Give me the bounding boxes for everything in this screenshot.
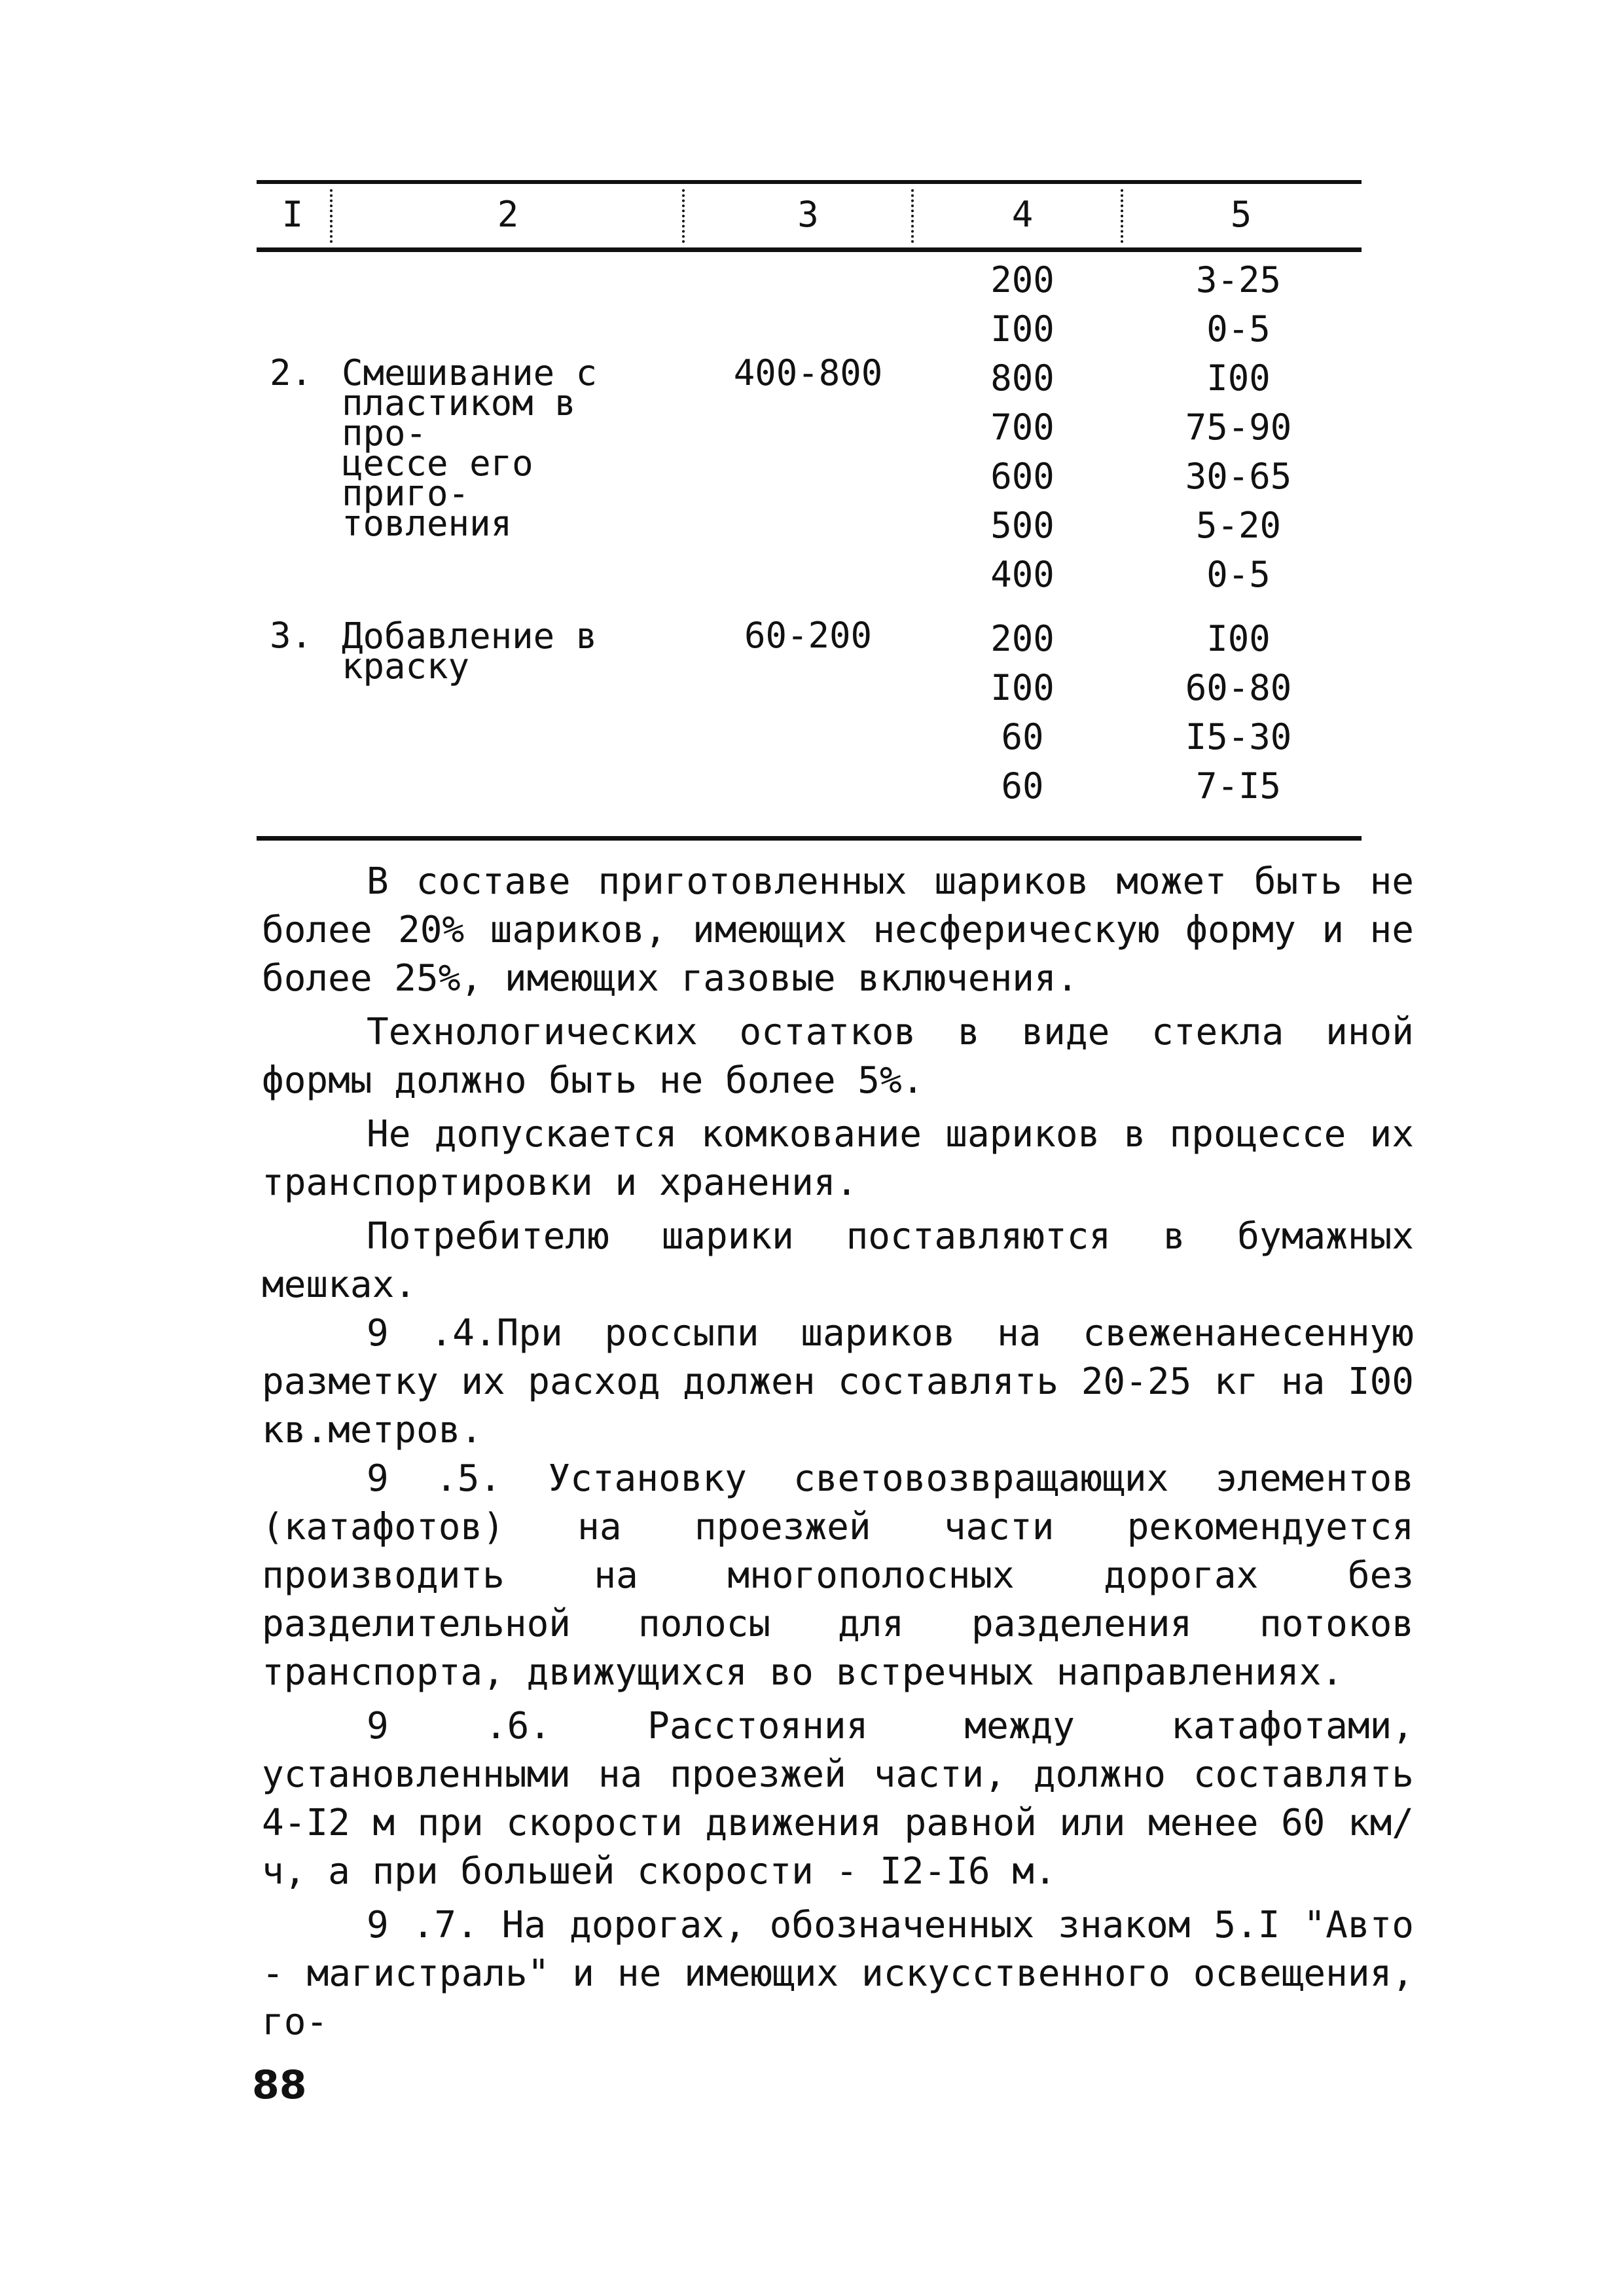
row-name-line: Смешивание с — [342, 352, 598, 393]
table-cell: 800 — [990, 357, 1055, 399]
paragraph: 9 .6. Расстояния между катафотами, установленными на проезжей части, должно составлять 4-I2 м при скорости движения равной или менее 60 км/ч, а при большей скорости - I2-I6 м. — [262, 1705, 1414, 1893]
column-separator — [330, 189, 333, 243]
paragraph: В составе приготовленных шариков может быть не более 20% шариков, имеющих несферическую форму и не более 25%, имеющих газовые включения. — [262, 860, 1414, 1000]
header-col-5: 5 — [1230, 194, 1252, 235]
table-cell: 500 — [990, 505, 1055, 546]
table-cell: I5-30 — [1185, 716, 1292, 757]
row-range: 400-800 — [733, 352, 883, 393]
table-cell: 200 — [990, 259, 1055, 301]
table-column-4 — [918, 354, 1127, 599]
row-range: 60-200 — [744, 615, 873, 656]
table-column-5 — [1134, 614, 1343, 811]
page-number: 88 — [252, 2062, 307, 2108]
row-name — [342, 352, 682, 544]
table-bottom-rule — [257, 836, 1362, 841]
table-column-5 — [1134, 354, 1343, 599]
table-column-5 — [1134, 255, 1343, 354]
row-name-line: пластиком в про- — [342, 382, 576, 454]
table-cell: 75-90 — [1185, 407, 1292, 448]
table-cell: 60 — [1001, 765, 1044, 807]
table-cell: 0-5 — [1206, 554, 1271, 595]
table-cell: 60 — [1001, 716, 1044, 757]
row-name-line: товления — [342, 503, 513, 544]
paragraph: Потребителю шарики поставляются в бумажных мешках. — [262, 1215, 1414, 1306]
row-number: 2. — [270, 352, 313, 393]
table-cell: 5-20 — [1195, 505, 1282, 546]
table-cell: 60-80 — [1185, 667, 1292, 708]
table-top-rule — [257, 180, 1362, 184]
row-name-line: Добавление в — [342, 615, 598, 657]
table-cell: 7-I5 — [1195, 765, 1282, 807]
table-cell: 600 — [990, 456, 1055, 497]
row-name-line: цессе его приго- — [342, 443, 533, 514]
header-col-3: 3 — [797, 194, 819, 235]
row-name-line: краску — [342, 646, 470, 687]
table-column-4 — [918, 255, 1127, 354]
table-column-4 — [918, 614, 1127, 811]
table-cell: I00 — [1206, 357, 1271, 399]
paragraph: Не допускается комкование шариков в процессе их транспортировки и хранения. — [262, 1113, 1414, 1204]
header-col-1: I — [281, 194, 304, 235]
header-col-4: 4 — [1011, 194, 1034, 235]
table-cell: 0-5 — [1206, 308, 1271, 350]
table-cell: 3-25 — [1195, 259, 1282, 301]
table-cell: 30-65 — [1185, 456, 1292, 497]
body-text — [262, 858, 1414, 2047]
table-cell: I00 — [1206, 618, 1271, 659]
table-cell: 400 — [990, 554, 1055, 595]
table-cell: I00 — [990, 308, 1055, 350]
paragraph: 9 .4.При россыпи шариков на свеженанесенную разметку их расход должен составлять 20-25 кг на I00 кв.метров. — [262, 1312, 1414, 1451]
table-cell: 700 — [990, 407, 1055, 448]
column-separator — [682, 189, 685, 243]
table-cell: I00 — [990, 667, 1055, 708]
paragraph: Технологических остатков в виде стекла иной формы должно быть не более 5%. — [262, 1011, 1414, 1102]
row-number: 3. — [270, 615, 313, 656]
header-col-2: 2 — [497, 194, 519, 235]
paragraph: 9 .7. На дорогах, обозначенных знаком 5.I "Авто - магистраль" и не имеющих искусственного освещения, го- — [262, 1904, 1414, 2043]
row-name — [342, 615, 682, 687]
data-table — [257, 180, 1362, 841]
table-header-rule — [257, 247, 1362, 252]
table-cell: 200 — [990, 618, 1055, 659]
paragraph: 9 .5. Установку световозвращающих элементов (катафотов) на проезжей части рекомендуется производить на многополосных дорогах без разделительной полосы для разделения потоков транспорта, движущихся во встречных направлениях. — [262, 1457, 1414, 1694]
